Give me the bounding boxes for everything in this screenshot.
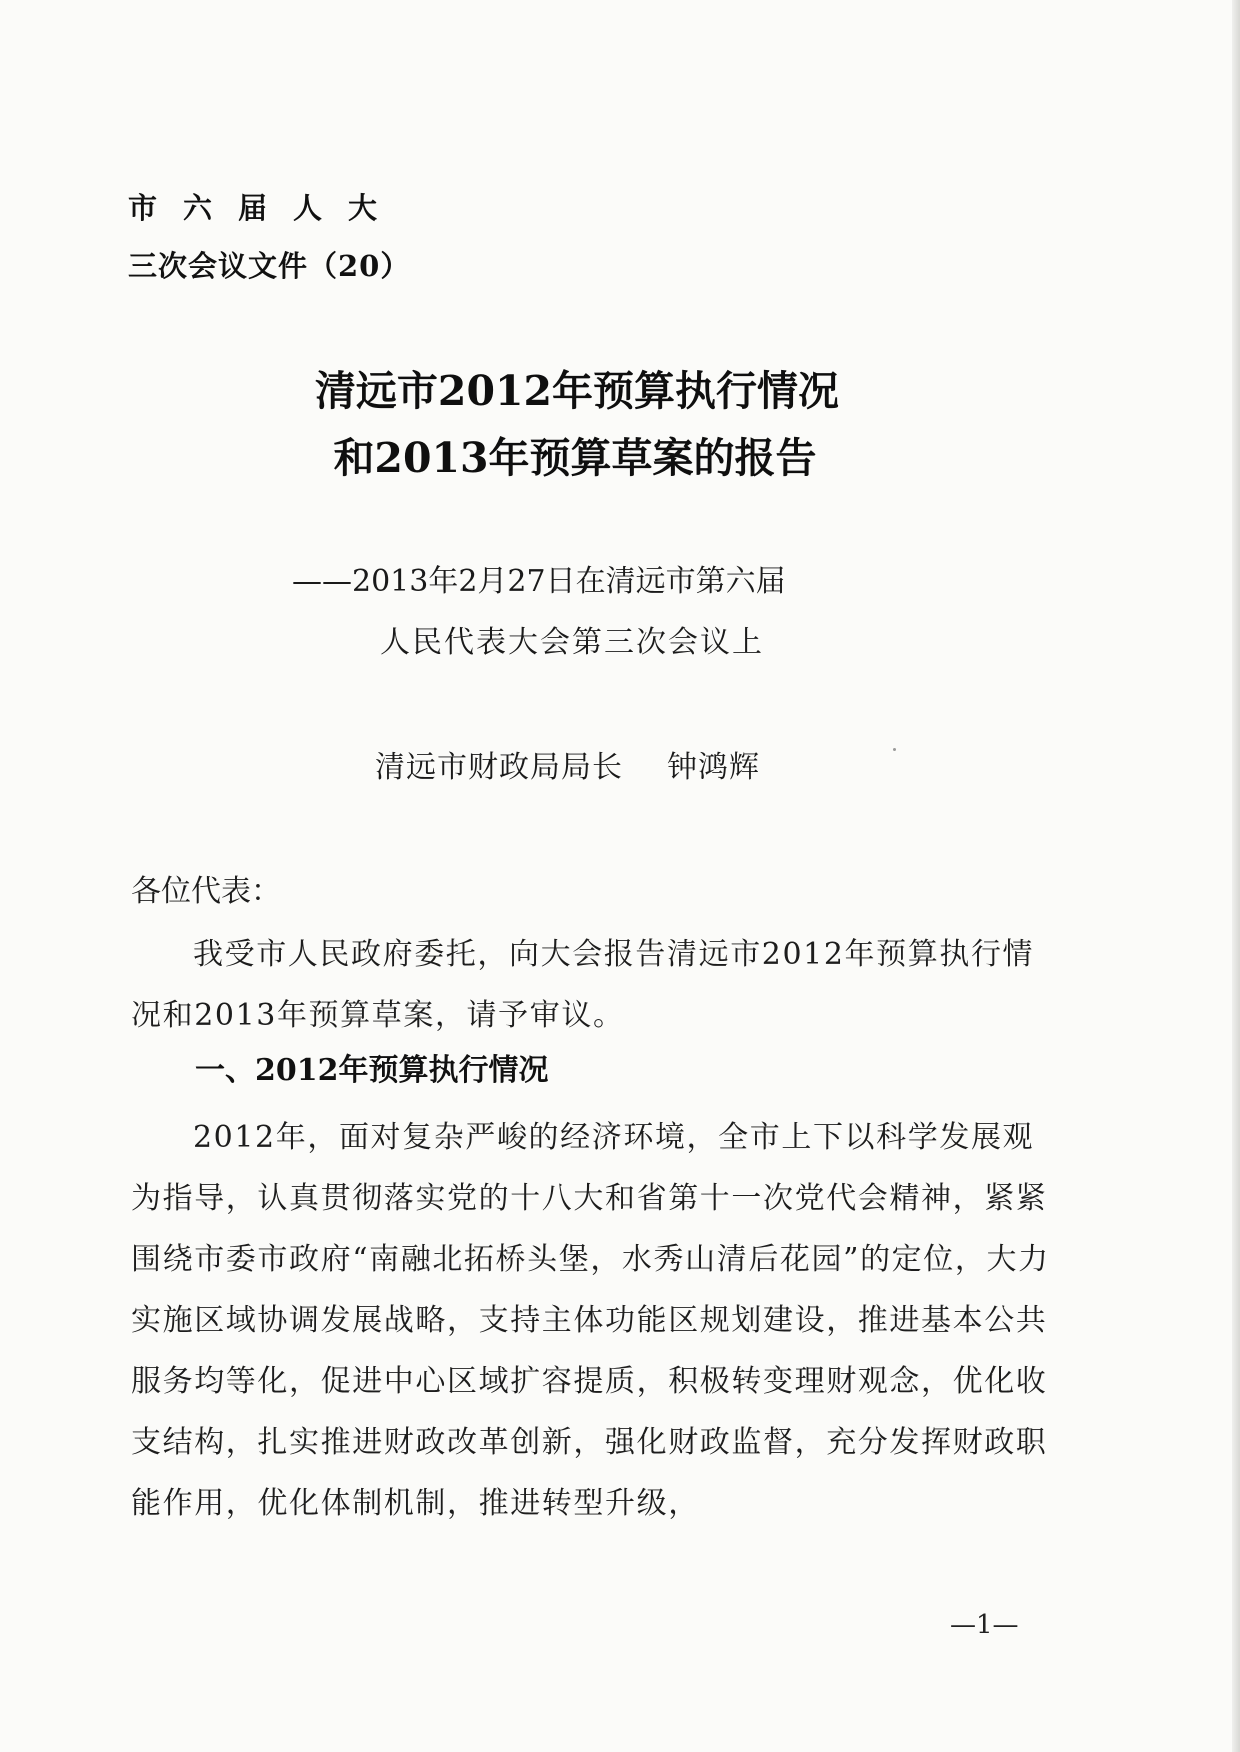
document-number-line: 三次会议文件（20） <box>128 249 411 283</box>
paragraph-text: 我受市人民政府委托，向大会报告清远市2012年预算执行情况和2013年预算草案，请予审议。 <box>131 937 1035 1033</box>
subtitle-meeting-line: 人民代表大会第三次会议上 <box>380 625 764 660</box>
section-heading-1: 一、2012年预算执行情况 <box>195 1053 549 1088</box>
document-series-line: 市六届人大 <box>128 191 404 225</box>
report-title-line-2: 和2013年预算草案的报告 <box>333 434 817 482</box>
page-edge-shadow <box>1232 0 1240 1752</box>
body-paragraph-2 <box>131 1107 1051 1534</box>
speaker-title: 清远市财政局局长 <box>375 750 623 785</box>
page-number: —1— <box>950 1610 1019 1640</box>
report-title-line-1: 清远市2012年预算执行情况 <box>314 367 840 415</box>
paragraph-text: 2012年，面对复杂严峻的经济环境，全市上下以科学发展观为指导，认真贯彻落实党的十八大和省第十一次党代会精神，紧紧围绕市委市政府“南融北拓桥头堡，水秀山清后花园”的定位，大力实施区域协调发展战略，支持主体功能区规划建设，推进基本公共服务均等化，促进中心区域扩容提质，积极转变理财观念，优化收支结构，扎实推进财政改革创新，强化财政监督，充分发挥财政职能作用，优化体制机制，推进转型升级， <box>131 1120 1050 1521</box>
speaker-line <box>375 742 760 786</box>
subtitle-date-line: ——2013年2月27日在清远市第六届 <box>292 564 786 599</box>
scan-speck <box>893 748 896 751</box>
body-paragraph-1 <box>131 924 1051 1046</box>
greeting: 各位代表： <box>131 874 281 909</box>
speaker-name: 钟鸿辉 <box>667 750 760 785</box>
